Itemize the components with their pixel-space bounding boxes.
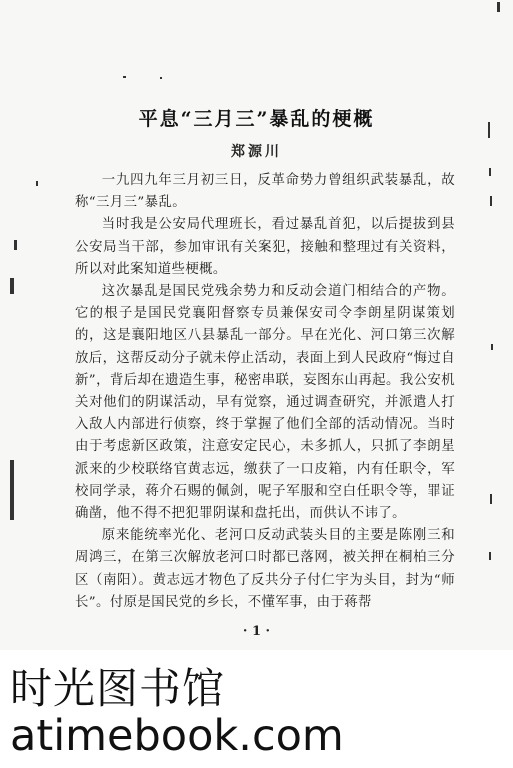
scan-speck (497, 2, 500, 12)
paragraph-2: 当时我是公安局代理班长，看过暴乱首犯，以后提拔到县公安局当干部，参加审讯有关案犯，接触和整理过有关资料，所以对此案知道些梗概。 (75, 217, 455, 277)
scan-speck (10, 278, 14, 294)
article-title: 平息“三月三”暴乱的梗概 (138, 108, 375, 130)
scan-speck (488, 122, 490, 138)
scan-speck (10, 460, 14, 520)
paragraph-1: 一九四九年三月初三日，反革命势力曾组织武装暴乱，故称“三月三”暴乱。 (75, 173, 455, 211)
page-number: · 1 · (242, 624, 271, 639)
watermark-site-name: 时光图书馆 (10, 664, 226, 713)
scan-speck (489, 552, 491, 560)
scan-speck (160, 77, 162, 79)
scan-speck (491, 344, 493, 350)
scan-speck (490, 494, 492, 504)
author-name: 郑源川 (231, 144, 282, 160)
article-body (75, 170, 455, 614)
scan-speck (14, 240, 17, 250)
paragraph-4: 原来能统率光化、老河口反动武装头目的主要是陈刚三和周鸿三，在第三次解放老河口时都已落网，被关押在桐柏三分区（南阳）。黄志远才物色了反共分子付仁宇为头目，封为“师长”。付原是国民党的乡长，不懂军事，由于蒋帮 (75, 528, 455, 610)
scan-speck (36, 181, 38, 186)
scan-speck (123, 76, 126, 78)
scan-speck (490, 196, 492, 206)
paragraph-3: 这次暴乱是国民党残余势力和反动会道门相结合的产物。它的根子是国民党襄阳督察专员兼保安司令李朗星阴谋策划的，这是襄阳地区八县暴乱一部分。早在光化、河口第三次解放后，这帮反动分子就未停止活动，表面上到人民政府“悔过自新”，背后却在遗造生事，秘密串联，妄图东山再起。我公安机关对他们的阴谋活动，早有觉察，通过调查研究，并派遣人打入敌人内部进行侦察，终于掌握了他们全部的活动情况。当时由于考虑新区政策，注意安定民心，未多抓人，只抓了李朗星派来的少校联络官黄志远，缴获了一口皮箱，内有任职令，军校同学录，蒋介石赐的佩剑，呢子军服和空白任职令等，罪证确凿，他不得不把犯罪阴谋和盘托出，而供认不讳了。 (75, 284, 455, 522)
watermark-url: atimebook.com (10, 711, 344, 761)
scan-speck (489, 168, 491, 176)
